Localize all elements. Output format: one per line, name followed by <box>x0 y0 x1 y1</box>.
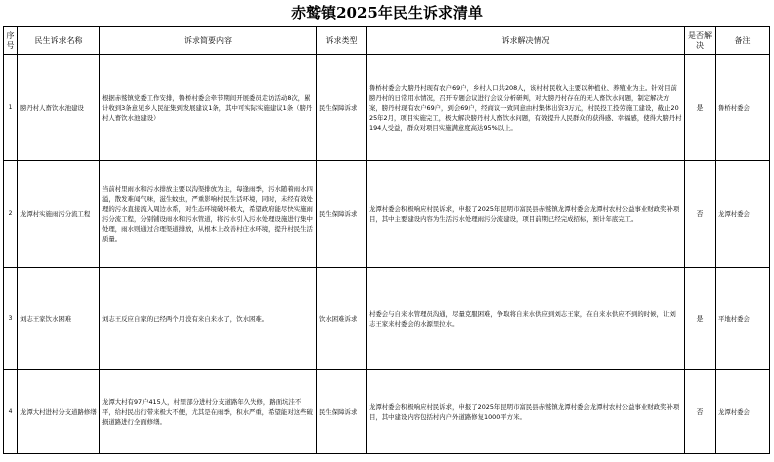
cell-name: 龙潭村实施雨污分流工程 <box>18 161 100 268</box>
cell-resolution: 鲁桥村委会大膀丹村现有农户69户，乡村人口共208人，该村村民收入主要以种植业、养殖业为主。针对目前膀丹村的日常用水情况，召开专题会议进行会议分析研判，对大膀丹村存在的无人畜饮水问题，制定解决方案，膀丹村现有农户69户，到会69户，经商议一致同意由村集体出资3万元，村民投工投劳施工建设，截止2025年2月，项目实施完工，极大解决膀丹村人畜饮水问题，有效提升人民群众的获得感、幸福感，使得大膀丹村194人受益，群众对项目实施满意度高达95%以上。 <box>367 55 685 161</box>
cell-name: 刘志王家饮水困难 <box>18 268 100 370</box>
cell-resolved: 是 <box>685 268 716 370</box>
header-type: 诉求类型 <box>317 27 367 55</box>
cell-type: 饮水困难诉求 <box>317 268 367 370</box>
header-seq: 序号 <box>4 27 18 55</box>
cell-note: 平地村委会 <box>716 268 770 370</box>
header-resolution: 诉求解决情况 <box>367 27 685 55</box>
table-row <box>4 161 770 268</box>
header-note: 备注 <box>716 27 770 55</box>
cell-name: 膀丹村人畜饮水池建设 <box>18 55 100 161</box>
cell-resolution: 龙潭村委会积极响应村民诉求，申报了2025年昆明市富民县赤鹫镇龙潭村委会龙潭村农村公益事业财政奖补项目，其中建设内容包括村内户外道路修复1000平方米。 <box>367 370 685 454</box>
cell-type: 民生保障诉求 <box>317 370 367 454</box>
header-resolved: 是否解决 <box>685 27 716 55</box>
table-row <box>4 55 770 161</box>
cell-resolved: 否 <box>685 161 716 268</box>
cell-resolved: 否 <box>685 370 716 454</box>
complaints-table <box>3 26 770 454</box>
cell-note: 鲁桥村委会 <box>716 55 770 161</box>
cell-type: 民生保障诉求 <box>317 161 367 268</box>
cell-resolved: 是 <box>685 55 716 161</box>
cell-content: 刘志王反应自家的已经两个月没有来自来水了，饮水困难。 <box>100 268 317 370</box>
page-title: 赤鹫镇2025年民生诉求清单 <box>291 4 483 22</box>
header-content: 诉求简要内容 <box>100 27 317 55</box>
cell-seq: 1 <box>4 55 18 161</box>
cell-seq: 3 <box>4 268 18 370</box>
cell-content: 龙潭大村有97户415人，村里部分进村分支道路年久失修，路面坑洼不平，给村民出行带来极大不便，尤其是在雨季，积水严重，希望能对这些破损道路进行全面修缮。 <box>100 370 317 454</box>
cell-seq: 4 <box>4 370 18 454</box>
table-header-row <box>4 27 770 55</box>
header-name: 民生诉求名称 <box>18 27 100 55</box>
cell-content: 当前村里雨水和污水排放主要以沟渠排放为主，每逢雨季，污水随着雨水四溢，散发难闻气味，滋生蚊虫，严重影响村民生活环境，同时，未经有效处理的污水直接流入周边水系，对生态环境破坏极大，希望政府能尽快实施雨污分流工程，分别铺设雨水和污水管道，将污水引入污水处理设施进行集中处理，雨水则通过合理渠道排放，从根本上改善村庄水环境，提升村民生活质量。 <box>100 161 317 268</box>
table-row <box>4 268 770 370</box>
table-row <box>4 370 770 454</box>
cell-note: 龙潭村委会 <box>716 161 770 268</box>
cell-resolution: 村委会与自来水管理员沟通，尽量克服困难，争取将自来水供应到刘志王家，在自来水供应不到的时候，让刘志王家来村委会的水源里拉水。 <box>367 268 685 370</box>
cell-name: 龙潭大村进村分支道路修缮 <box>18 370 100 454</box>
cell-content: 根据赤鹫镇党委工作安排，鲁桥村委会牵节期间开展委员走访活动8次，累计收到3条意见乡人民征集到发展建议1条，其中可实际实施建议1条（膀丹村人畜饮水池建设） <box>100 55 317 161</box>
cell-type: 民生保障诉求 <box>317 55 367 161</box>
cell-seq: 2 <box>4 161 18 268</box>
cell-resolution: 龙潭村委会积极响应村民诉求，申报了2025年昆明市富民县赤鹫镇龙潭村委会龙潭村农村公益事业财政奖补项目，其中主要建设内容为生活污水处理雨污分流建设，项目前期已经完成招标，预计年底完工。 <box>367 161 685 268</box>
cell-note: 龙潭村委会 <box>716 370 770 454</box>
